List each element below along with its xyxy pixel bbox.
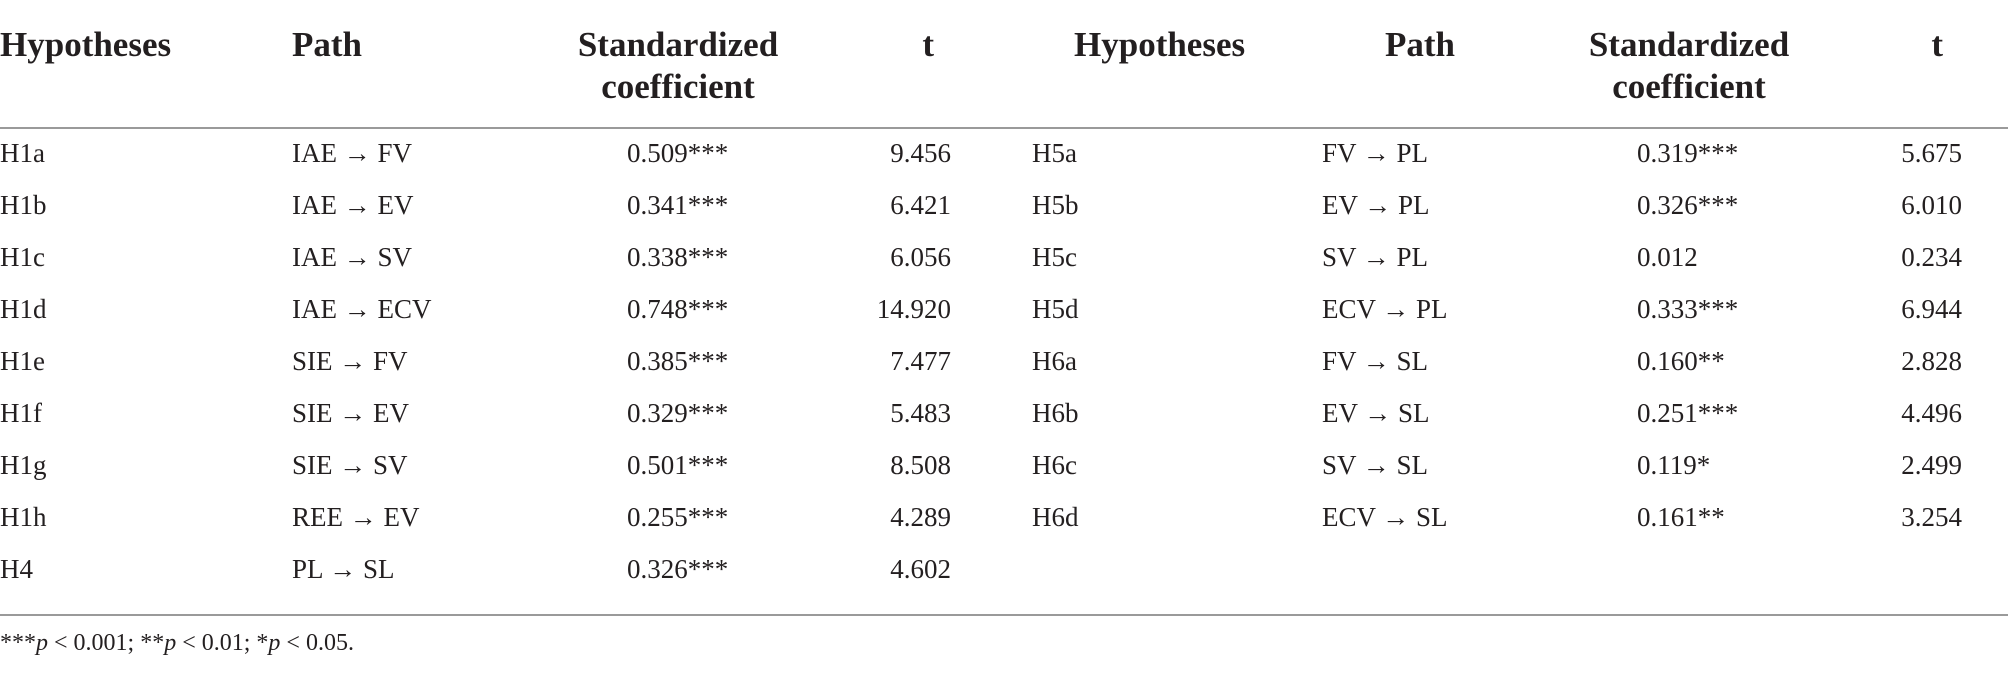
left-hypothesis-cell: H1c <box>0 242 45 272</box>
footnote-stars-2: ** <box>140 630 165 656</box>
right-hypothesis-cell: H5b <box>1032 190 1079 220</box>
left-hypothesis-cell: H1f <box>0 398 42 428</box>
right-hypothesis-cell: H6d <box>1032 502 1079 532</box>
left-path-cell: SIE → FV <box>292 346 408 376</box>
header-t-right: t <box>1931 25 1943 64</box>
left-path-cell: SIE → EV <box>292 398 409 428</box>
header-path-left: Path <box>292 25 362 64</box>
left-t-value-cell: 8.508 <box>890 450 951 480</box>
left-hypothesis-cell: H1g <box>0 450 47 480</box>
right-t-value-cell: 0.234 <box>1901 242 1962 272</box>
right-t-value-cell: 6.944 <box>1901 294 1962 324</box>
right-hypothesis-cell: H6b <box>1032 398 1079 428</box>
left-coefficient-cell: 0.385*** <box>627 346 729 376</box>
right-path-cell: FV → PL <box>1322 138 1429 168</box>
right-hypothesis-cell: H6c <box>1032 450 1077 480</box>
header-rule <box>0 127 2008 129</box>
left-t-value-cell: 4.289 <box>890 502 951 532</box>
header-coefficient-right-line2: coefficient <box>1612 67 1766 106</box>
header-hypotheses-left: Hypotheses <box>0 25 172 64</box>
bottom-rule <box>0 614 2008 616</box>
left-hypothesis-cell: H1b <box>0 190 47 220</box>
left-t-value-cell: 7.477 <box>890 346 951 376</box>
header-path-right: Path <box>1385 25 1455 64</box>
right-path-cell: ECV → SL <box>1322 502 1448 532</box>
left-coefficient-cell: 0.255*** <box>627 502 729 532</box>
left-path-cell: IAE → EV <box>292 190 414 220</box>
left-hypothesis-cell: H1a <box>0 138 45 168</box>
right-t-value-cell: 5.675 <box>1901 138 1962 168</box>
right-coefficient-cell: 0.012 <box>1637 242 1698 272</box>
right-coefficient-cell: 0.119* <box>1637 450 1711 480</box>
left-path-cell: SIE → SV <box>292 450 408 480</box>
left-t-value-cell: 5.483 <box>890 398 951 428</box>
right-hypothesis-cell: H5c <box>1032 242 1077 272</box>
left-coefficient-cell: 0.326*** <box>627 554 729 584</box>
right-path-cell: EV → SL <box>1322 398 1430 428</box>
right-path-cell: FV → SL <box>1322 346 1429 376</box>
header-coefficient-right-line1: Standardized <box>1588 25 1790 64</box>
header-hypotheses-right: Hypotheses <box>1074 25 1246 64</box>
footnote-stars-3: * <box>256 630 269 656</box>
footnote-threshold-1: < 0.001; <box>48 630 141 656</box>
left-t-value-cell: 4.602 <box>890 554 951 584</box>
left-coefficient-cell: 0.501*** <box>627 450 729 480</box>
left-coefficient-cell: 0.338*** <box>627 242 729 272</box>
left-coefficient-cell: 0.329*** <box>627 398 729 428</box>
left-t-value-cell: 9.456 <box>890 138 951 168</box>
right-t-value-cell: 6.010 <box>1901 190 1962 220</box>
header-coefficient-left-line2: coefficient <box>601 67 755 106</box>
footnote-p-1: p <box>36 630 48 656</box>
right-hypothesis-cell: H5a <box>1032 138 1077 168</box>
footnote-p-3: p <box>268 630 281 656</box>
right-coefficient-cell: 0.333*** <box>1637 294 1739 324</box>
left-t-value-cell: 14.920 <box>876 294 951 324</box>
header-coefficient-left-line1: Standardized <box>577 25 779 64</box>
left-path-cell: PL → SL <box>292 554 395 584</box>
left-t-value-cell: 6.421 <box>890 190 951 220</box>
left-t-value-cell: 6.056 <box>890 242 951 272</box>
right-t-value-cell: 2.828 <box>1901 346 1962 376</box>
right-coefficient-cell: 0.161** <box>1637 502 1725 532</box>
left-hypothesis-cell: H4 <box>0 554 33 584</box>
left-path-cell: IAE → ECV <box>292 294 432 324</box>
left-path-cell: IAE → SV <box>292 242 412 272</box>
left-coefficient-cell: 0.341*** <box>627 190 729 220</box>
footnote-threshold-3: < 0.05. <box>280 630 354 656</box>
left-coefficient-cell: 0.509*** <box>627 138 729 168</box>
right-t-value-cell: 2.499 <box>1901 450 1962 480</box>
footnote-threshold-2: < 0.01; <box>176 630 257 656</box>
left-path-cell: REE → EV <box>292 502 420 532</box>
header-t-left: t <box>922 25 934 64</box>
footnote-p-2: p <box>164 630 177 656</box>
right-coefficient-cell: 0.160** <box>1637 346 1725 376</box>
left-coefficient-cell: 0.748*** <box>627 294 729 324</box>
left-hypothesis-cell: H1e <box>0 346 45 376</box>
right-hypothesis-cell: H5d <box>1032 294 1079 324</box>
right-t-value-cell: 3.254 <box>1901 502 1962 532</box>
table-footnote <box>0 626 354 660</box>
left-path-cell: IAE → FV <box>292 138 412 168</box>
footnote-stars-1: *** <box>0 630 36 656</box>
right-path-cell: SV → PL <box>1322 242 1429 272</box>
right-path-cell: ECV → PL <box>1322 294 1448 324</box>
left-hypothesis-cell: H1d <box>0 294 47 324</box>
right-t-value-cell: 4.496 <box>1901 398 1962 428</box>
right-coefficient-cell: 0.326*** <box>1637 190 1739 220</box>
right-coefficient-cell: 0.319*** <box>1637 138 1739 168</box>
right-path-cell: SV → SL <box>1322 450 1429 480</box>
left-hypothesis-cell: H1h <box>0 502 47 532</box>
right-hypothesis-cell: H6a <box>1032 346 1077 376</box>
right-path-cell: EV → PL <box>1322 190 1430 220</box>
right-coefficient-cell: 0.251*** <box>1637 398 1739 428</box>
